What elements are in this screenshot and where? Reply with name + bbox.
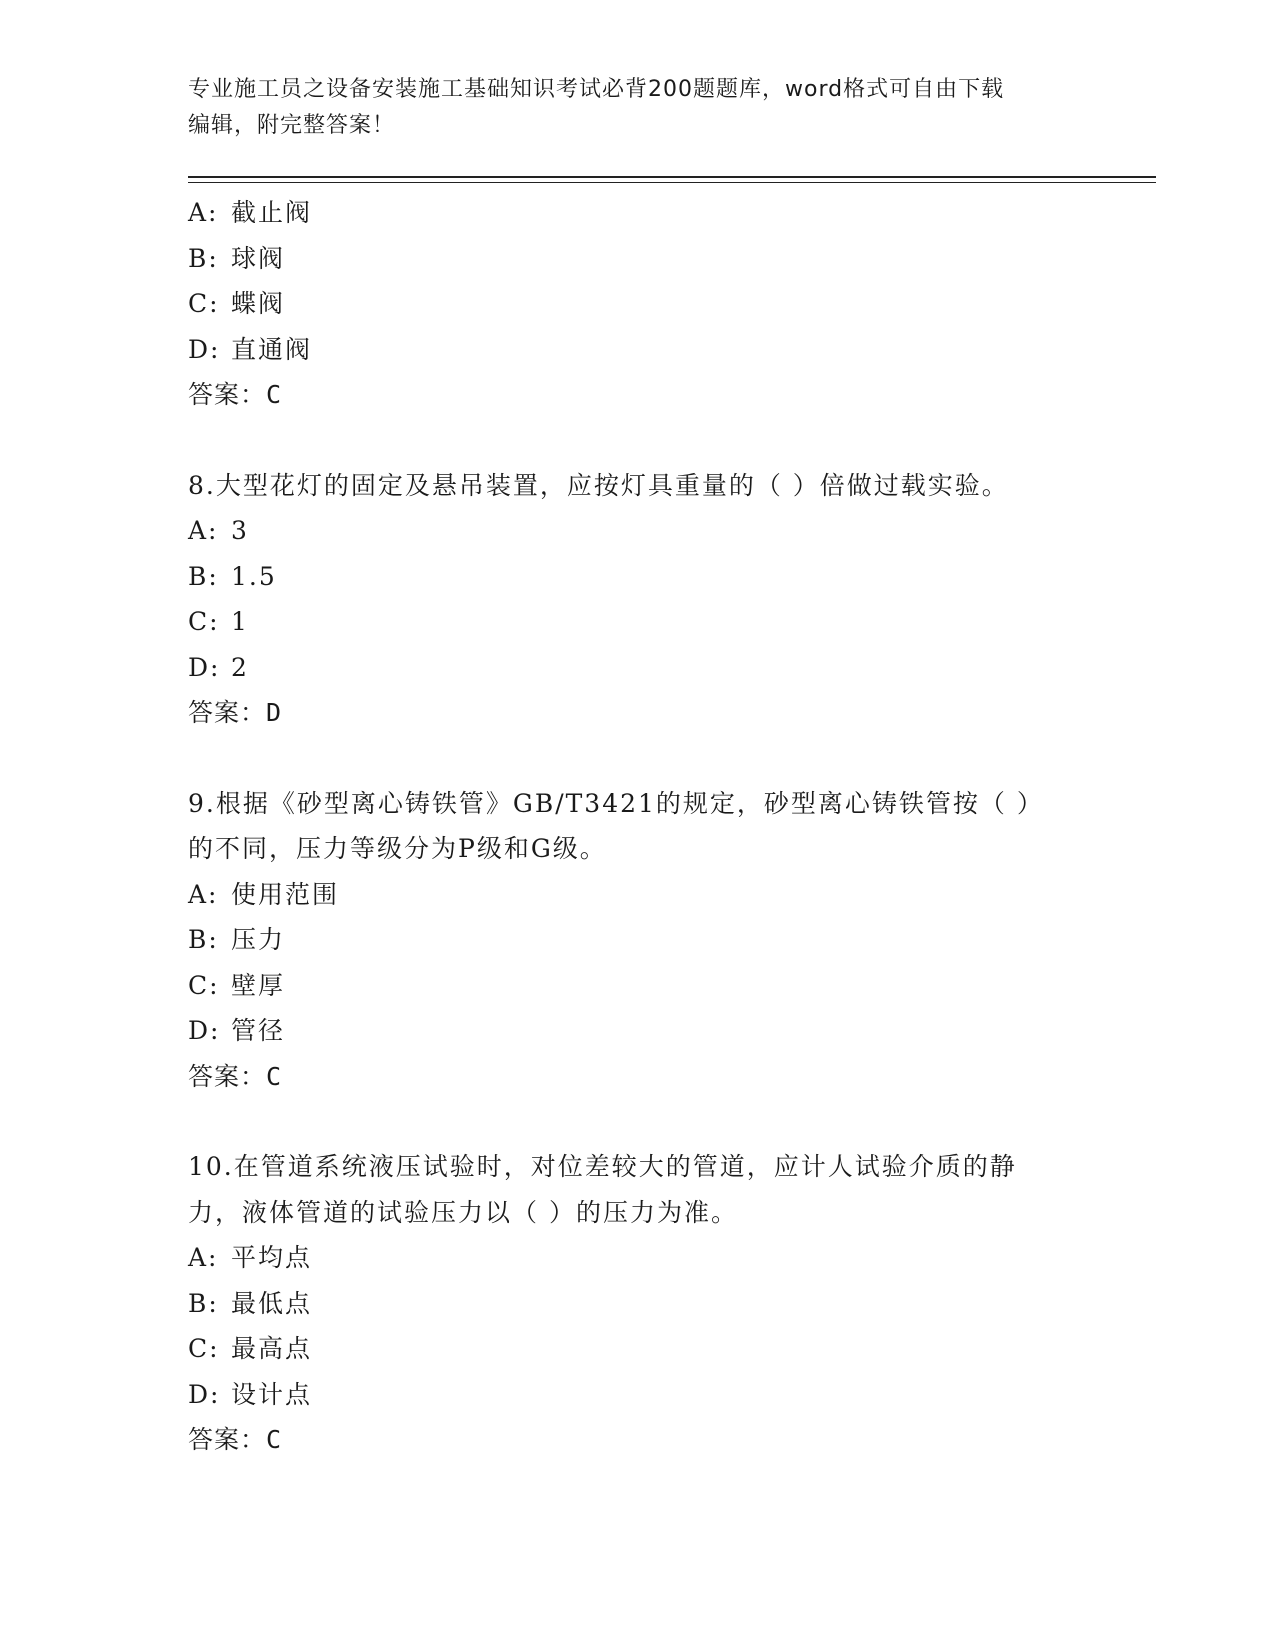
option-letter: D: <box>188 1379 221 1409</box>
option-b <box>188 1281 1088 1327</box>
option-a <box>188 1235 1088 1281</box>
option-a <box>188 872 1088 918</box>
option-b <box>188 236 1088 282</box>
document-header <box>188 72 1088 144</box>
question-text <box>188 463 1088 509</box>
option-d <box>188 1372 1088 1418</box>
option-text: 压力 <box>231 925 286 954</box>
option-letter: C: <box>188 607 220 636</box>
option-text: 1 <box>231 607 249 636</box>
question-text-line1: 8.大型花灯的固定及悬吊装置，应按灯具重量的（ ）倍做过载实验。 <box>188 470 1009 500</box>
question-text <box>188 781 1088 872</box>
option-text: 球阀 <box>231 243 286 273</box>
option-letter: D: <box>188 334 221 364</box>
question-text-line1: 10.在管道系统液压试验时，对位差较大的管道，应计人试验介质的静 <box>188 1152 1017 1181</box>
option-c <box>188 963 1088 1009</box>
option-a <box>188 190 1088 236</box>
option-letter: D: <box>188 1016 221 1045</box>
option-text: 2 <box>231 652 249 682</box>
option-letter: A: <box>188 516 219 545</box>
option-text: 管径 <box>231 1016 286 1045</box>
answer-value: C <box>266 1425 283 1454</box>
option-letter: C: <box>188 289 220 318</box>
option-text: 壁厚 <box>231 970 286 1000</box>
option-letter: B: <box>188 561 219 591</box>
option-b <box>188 917 1088 963</box>
header-divider-thin <box>188 182 1156 183</box>
option-letter: A: <box>188 879 219 909</box>
partial-question <box>188 190 1088 418</box>
option-text: 最高点 <box>231 1334 313 1363</box>
question-text <box>188 1144 1088 1235</box>
option-text: 1.5 <box>231 561 277 591</box>
answer-label: 答案： <box>188 1061 267 1091</box>
header-title-line1: 专业施工员之设备安装施工基础知识考试必背200题题库，word格式可自由下载 <box>188 77 1005 102</box>
option-a <box>188 508 1088 554</box>
answer-line <box>188 1054 1088 1100</box>
option-d <box>188 1008 1088 1054</box>
option-letter: D: <box>188 652 221 682</box>
option-text: 3 <box>231 516 249 545</box>
answer-value: C <box>266 380 283 409</box>
question-8 <box>188 463 1088 736</box>
option-letter: A: <box>188 1243 219 1272</box>
header-title-line2: 编辑，附完整答案！ <box>188 113 396 138</box>
option-text: 使用范围 <box>231 879 340 909</box>
question-text-line2: 力，液体管道的试验压力以（ ）的压力为准。 <box>188 1197 738 1227</box>
option-b <box>188 554 1088 600</box>
answer-label: 答案： <box>188 698 267 727</box>
question-9 <box>188 781 1088 1100</box>
option-text: 直通阀 <box>231 334 313 364</box>
option-letter: C: <box>188 970 220 1000</box>
option-letter: A: <box>188 198 219 227</box>
answer-line <box>188 372 1088 418</box>
option-text: 平均点 <box>231 1243 313 1272</box>
question-text-line2: 的不同，压力等级分为P级和G级。 <box>188 834 607 863</box>
question-10 <box>188 1144 1088 1463</box>
answer-line <box>188 690 1088 736</box>
option-letter: C: <box>188 1334 220 1363</box>
answer-value: D <box>266 698 283 727</box>
option-letter: B: <box>188 925 219 954</box>
question-text-line1: 9.根据《砂型离心铸铁管》GB/T3421的规定，砂型离心铸铁管按（ ） <box>188 788 1044 818</box>
header-divider-thick <box>188 176 1156 178</box>
option-d <box>188 645 1088 691</box>
answer-value: C <box>266 1061 283 1091</box>
answer-line <box>188 1417 1088 1463</box>
option-text: 设计点 <box>231 1379 313 1409</box>
option-text: 蝶阀 <box>231 289 286 318</box>
option-text: 最低点 <box>231 1288 313 1318</box>
option-c <box>188 281 1088 327</box>
option-letter: B: <box>188 1288 219 1318</box>
option-c <box>188 599 1088 645</box>
option-text: 截止阀 <box>231 198 313 227</box>
option-d <box>188 327 1088 373</box>
question-content <box>188 190 1088 1463</box>
answer-label: 答案： <box>188 1425 267 1454</box>
option-c <box>188 1326 1088 1372</box>
answer-label: 答案： <box>188 380 267 409</box>
option-letter: B: <box>188 243 219 273</box>
